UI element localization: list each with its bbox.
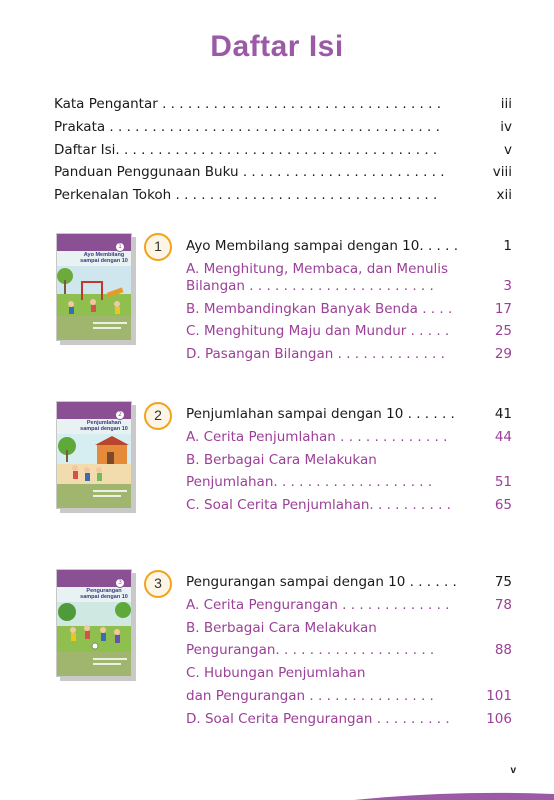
section-label: B. Berbagai Cara Melakukan <box>186 620 377 636</box>
section-label: D. Pasangan Bilangan . . . . . . . . . . . . . <box>186 346 445 362</box>
toc-label: Kata Pengantar . . . . . . . . . . . . . . . . . . . . . . . . . . . . . . . . . <box>54 96 442 112</box>
section-label: dan Pengurangan . . . . . . . . . . . . . . . <box>186 688 434 704</box>
section-label: Penjumlahan. . . . . . . . . . . . . . . . . . . <box>186 474 433 490</box>
chapter-3-cover <box>56 569 132 677</box>
section-page: 88 <box>494 642 512 658</box>
chapter-1-cover <box>56 233 132 341</box>
section-label: C. Soal Cerita Penjumlahan. . . . . . . . . . <box>186 497 451 513</box>
toc-page: iv <box>500 119 512 135</box>
toc-page: viii <box>492 164 512 180</box>
toc-label: Prakata . . . . . . . . . . . . . . . . . . . . . . . . . . . . . . . . . . . . . . . <box>54 119 440 135</box>
cover-chapter-number: 1 <box>115 242 125 252</box>
toc-label: Perkenalan Tokoh . . . . . . . . . . . . . . . . . . . . . . . . . . . . . . . <box>54 187 438 203</box>
toc-label: Panduan Penggunaan Buku . . . . . . . . . . . . . . . . . . . . . . . . <box>54 164 445 180</box>
chapter-page: 1 <box>503 238 512 254</box>
toc-label: Daftar Isi. . . . . . . . . . . . . . . . . . . . . . . . . . . . . . . . . . . . . . <box>54 142 438 158</box>
section-page: 106 <box>486 711 512 727</box>
section-label: C. Hubungan Penjumlahan <box>186 665 366 681</box>
toc-page: v <box>504 142 512 158</box>
cover-title: Penjumlahan sampai dengan 10 <box>80 420 128 432</box>
cover-title: Pengurangan sampai dengan 10 <box>80 588 128 600</box>
section-label: B. Membandingkan Banyak Benda . . . . <box>186 301 453 317</box>
chapter-2-number-badge: 2 <box>144 402 172 430</box>
section-label: A. Cerita Penjumlahan . . . . . . . . . . . . . <box>186 429 448 445</box>
page-title: Daftar Isi <box>210 30 344 63</box>
chapter-3-number-badge: 3 <box>144 570 172 598</box>
section-page: 44 <box>494 429 512 445</box>
cover-chapter-number: 3 <box>115 578 125 588</box>
section-label: Bilangan . . . . . . . . . . . . . . . . . . . . . . <box>186 278 434 294</box>
section-page: 78 <box>494 597 512 613</box>
section-page: 101 <box>486 688 512 704</box>
chapter-1-number-badge: 1 <box>144 233 172 261</box>
section-label: C. Menghitung Maju dan Mundur . . . . . <box>186 323 450 339</box>
chapter-page: 75 <box>494 574 512 590</box>
playground-illustration <box>57 266 132 318</box>
section-page: 17 <box>494 301 512 317</box>
chapter-title: Ayo Membilang sampai dengan 10. . . . . <box>186 238 458 254</box>
section-page: 3 <box>503 278 512 294</box>
chapter-title: Penjumlahan sampai dengan 10 . . . . . . <box>186 406 455 422</box>
section-page: 29 <box>494 346 512 362</box>
section-label: B. Berbagai Cara Melakukan <box>186 452 377 468</box>
section-page: 25 <box>494 323 512 339</box>
chapter-page: 41 <box>494 406 512 422</box>
chapter-title: Pengurangan sampai dengan 10 . . . . . . <box>186 574 457 590</box>
section-label: D. Soal Cerita Pengurangan . . . . . . . . . <box>186 711 450 727</box>
chapter-2-cover <box>56 401 132 509</box>
schoolyard-illustration <box>57 434 132 486</box>
park-illustration <box>57 602 132 654</box>
section-page: 65 <box>494 497 512 513</box>
toc-page: iii <box>500 96 512 112</box>
decorative-wave <box>354 790 554 800</box>
toc-page: xii <box>496 187 512 203</box>
cover-chapter-number: 2 <box>115 410 125 420</box>
section-label: Pengurangan. . . . . . . . . . . . . . . . . . . <box>186 642 435 658</box>
section-label: A. Menghitung, Membaca, dan Menulis <box>186 261 449 277</box>
section-label: A. Cerita Pengurangan . . . . . . . . . . . . . <box>186 597 450 613</box>
page-number: v <box>510 765 516 776</box>
section-page: 51 <box>494 474 512 490</box>
cover-title: Ayo Membilang sampai dengan 10 <box>80 252 128 264</box>
